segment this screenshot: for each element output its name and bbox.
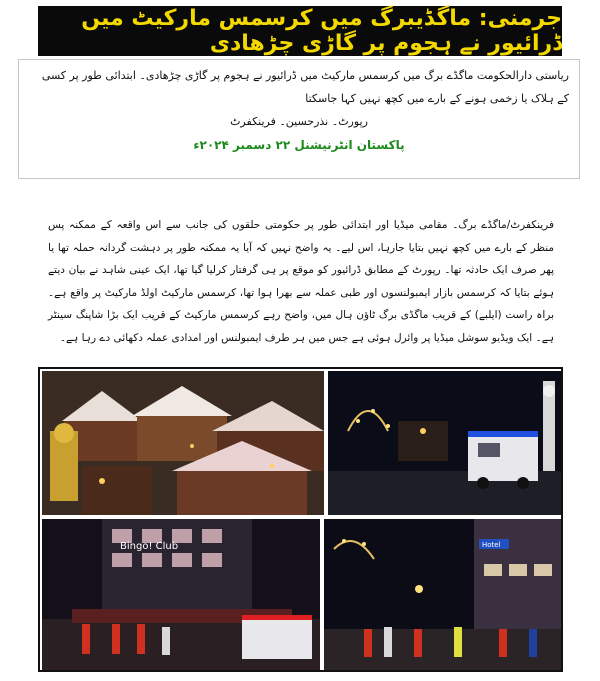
dateline: پاکستان انٹرنیشنل ۲۲ دسمبر ۲۰۲۴ء [193, 138, 405, 152]
byline: رپورٹ۔ نذرحسین۔ فرینکفرٹ [230, 115, 368, 128]
night-ambulance-illustration [328, 371, 561, 515]
headline-text: جرمنی: ماگڈیبرگ میں کرسمس مارکیٹ میں ڈرائیور نے ہجوم پر گاڑی چڑھادی [81, 6, 562, 56]
market-stalls-illustration [42, 371, 324, 515]
bingo-club-sign: Bingo! Club [120, 541, 179, 552]
photo-collage [38, 367, 563, 672]
police-rescue-illustration [324, 519, 561, 670]
photo-christmas-market-stalls [42, 371, 324, 515]
hotel-sign: Hotel [482, 541, 501, 549]
rescue-workers-illustration [42, 519, 320, 670]
photo-rescue-workers [42, 519, 320, 670]
photo-night-ambulance [328, 371, 561, 515]
summary-text: ریاستی دارالحکومت ماگڈے برگ میں کرسمس مارکیٹ میں ڈرائیور نے ہجوم پر گاڑی چڑھادی۔ ابتدائی طور پر کسی کے ہلاک یا زخمی ہونے کے بارے میں کچھ نہیں کہا جاسکتا [41, 69, 569, 105]
summary-box [18, 59, 580, 179]
article-body: فرینکفرٹ/ماگڈے برگ۔ مقامی میڈیا اور ابتدائی طور پر حکومتی حلقوں کی جانب سے اس واقعہ کے ممکنہ پس منظر کے بارے میں کچھ نہیں بتایا جارہا، اس لیے۔ یہ واضح نہیں کہ آیا یہ ممکنہ طور پر دہشت گردانہ حملہ تھا یا پھر صرف ایک حادثہ تھا۔ رپورٹ کے مطابق ڈرائیور کو موقع پر ہی گرفتار کرلیا گیا تھا، ایک عینی شاہد نے بیان دیتے ہوئے بتایا کہ کرسمس بازار ایمبولنسوں اور طبی عملہ سے بھرا ہوا تھا، کرسمس مارکیٹ اولڈ مارکیٹ پر واقع ہے۔ براہ راست (ایلبے) کے قریب ماگڈی برگ ٹاؤن ہال میں، واضح رہے کرسمس مارکیٹ کے قریب ایک بڑا شاپنگ سینٹر ہے۔ ایک ویڈیو سوشل میڈیا پر وائرل ہوئی ہے جس میں ہر طرف ایمبولنس اور امدادی عملہ دکھائی دے رہا ہے۔ [48, 219, 554, 344]
photo-police-rescue-night [324, 519, 561, 670]
headline-banner [38, 6, 562, 56]
